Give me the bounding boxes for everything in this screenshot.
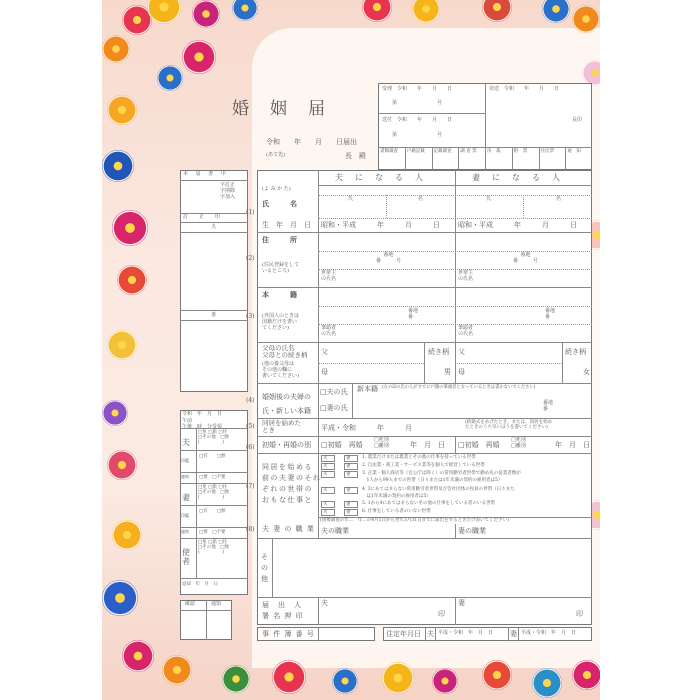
honseki-note: (外国人のときは 国籍だけを書い てください) — [262, 313, 299, 331]
wife-householder: 世帯主 の氏名 — [458, 270, 474, 282]
office-check-cell: 書類調査 — [380, 149, 398, 154]
forward-number: 第 号 — [392, 132, 443, 138]
office-check-cell: 記載調査 — [433, 149, 452, 154]
work-item: 3. 企業・個人商店等（官公庁は除く）の常用勤労者世帯で勤め先の従業者数が 1人から99人までの世帯（日々または1年未満の契約の雇用者は5） — [362, 471, 521, 483]
flower-decoration — [482, 660, 512, 690]
husband-work-box[interactable]: 夫 — [321, 487, 335, 494]
new-honseki-note: (左の☑の氏の人がすでに戸籍の筆頭者となっているときは書かないでください) — [382, 385, 536, 390]
reception-id-options[interactable]: □免 □旅 □住 □その他 □無 ( ) — [198, 430, 230, 446]
form-title: 婚 姻 届 — [232, 99, 327, 119]
header-wife: 妻 に な る 人 — [472, 173, 562, 182]
husband-address-banchi: 番地 番 号 — [376, 252, 402, 264]
birth-label: 生 年 月 日 — [262, 221, 311, 229]
cohabit-note: (結婚式をあげたとき、または、同居を始め たときのうち早いほうを書いてください) — [465, 420, 553, 431]
office-check-cell: 決 裁 — [487, 149, 501, 154]
confirm-label: 確認 — [185, 601, 196, 607]
case-number-label: 事 件 簿 番 号 — [262, 630, 315, 638]
flower-decoration — [532, 668, 562, 698]
flower-decoration — [182, 40, 216, 74]
dispatch-date: 発送 令和 年 月 日 — [489, 86, 560, 92]
flower-decoration — [102, 150, 134, 182]
cohabit-label: 同居を始めた とき — [262, 419, 301, 435]
flower-decoration — [162, 655, 192, 685]
section-number: (4) — [246, 397, 255, 404]
husband-given-label: 名 — [418, 196, 424, 202]
other-label: そ の 他 — [261, 553, 268, 584]
chief-seal: 長印 — [572, 117, 583, 123]
flower-decoration — [222, 665, 250, 693]
residence-husband-label: 夫 — [427, 630, 434, 638]
flower-decoration — [432, 668, 458, 694]
sign-wife-label: 妻 — [458, 599, 465, 607]
flower-decoration — [102, 400, 128, 426]
wife-birth[interactable]: 昭和・平成 年 月 日 — [458, 221, 577, 229]
husband-seal: 印 — [438, 610, 445, 618]
wife-marriage-sub[interactable]: □死別 □離別 — [511, 437, 526, 449]
flower-decoration — [107, 450, 137, 480]
husband-mother: 母 — [321, 368, 328, 376]
flower-decoration — [232, 0, 258, 21]
name-label: 氏 名 — [262, 199, 297, 208]
flower-decoration — [147, 0, 181, 24]
wife-work-box[interactable]: 妻 — [344, 463, 358, 470]
section-number: (2) — [246, 255, 255, 262]
reception-id-options[interactable]: □免 □旅 □住 □その他 □無 ( ) — [198, 540, 230, 556]
addressee-note: (あて先) — [266, 152, 285, 158]
flower-decoration — [362, 0, 392, 22]
wife-work-box[interactable]: 妻 — [344, 501, 358, 508]
office-check-cell: 調 査 票 — [460, 149, 477, 154]
husband-householder: 世帯主 の氏名 — [321, 270, 337, 282]
reception-date: 令和 年 月 日 — [182, 411, 223, 417]
husband-marriage-sub[interactable]: □死別 □離別 — [374, 437, 389, 449]
return-date: 返却 年 月 日 — [182, 582, 218, 587]
flower-decoration — [572, 5, 600, 33]
contact-label: 連絡 — [181, 474, 189, 479]
section-number: (1) — [246, 209, 255, 216]
receipt-date: 受理 令和 年 月 日 — [382, 86, 453, 92]
office-check-cell: 住民票 — [540, 149, 554, 154]
reception-person-label: 妻 — [182, 493, 190, 502]
receipt-number: 第 号 — [392, 100, 443, 106]
flower-decoration — [382, 662, 414, 694]
new-honseki-banchi: 番地 番 — [543, 400, 554, 412]
reception-id-options[interactable]: □免 □旅 □住 □その他 □無 ( ) — [198, 485, 230, 501]
husband-work-box[interactable]: 夫 — [321, 501, 335, 508]
wife-father: 父 — [458, 348, 465, 356]
flower-decoration — [117, 265, 147, 295]
yomi-label: (よ み か た) — [262, 186, 291, 192]
husband-occupation[interactable]: 夫の職業 — [321, 527, 349, 535]
husband-relation-male: 男 — [444, 368, 451, 376]
husband-surname-label: 氏 — [348, 196, 354, 202]
wife-seal: 印 — [576, 610, 583, 618]
seal-label: 印鑑 — [181, 458, 189, 463]
work-item: 1. 農業だけまたは農業とその他の仕事を持っている世帯 — [362, 455, 476, 460]
correction-husband: 夫 — [211, 224, 217, 230]
seal-options[interactable]: □有 □無 — [199, 509, 226, 514]
correction-header: 本 届 書 中 — [183, 171, 229, 177]
parents-label: 父母の氏名 父母との続き柄 — [262, 344, 308, 360]
seal-options[interactable]: □有 □無 — [199, 454, 226, 459]
notify-label: 通知 — [211, 601, 222, 607]
flower-decoration — [102, 35, 130, 63]
flower-decoration — [112, 210, 148, 246]
flower-decoration — [107, 95, 137, 125]
flower-decoration — [102, 580, 138, 616]
wife-address-banchi: 番地 番 号 — [513, 252, 539, 264]
address-note: (住民登録をして いるところ) — [262, 262, 299, 274]
flower-decoration — [112, 520, 142, 550]
surname-after-label: 婚姻後の夫婦の 氏・新しい本籍 — [262, 393, 311, 415]
occupation-label: 夫 妻 の 職 業 — [262, 525, 315, 533]
office-check-cell: 通 知 — [567, 149, 581, 154]
work-item: 2. 自由業・商工業・サービス業等を個人で経営している世帯 — [362, 463, 485, 468]
flower-decoration — [272, 660, 306, 694]
correction-seal-label: 訂 正 印 — [183, 214, 224, 220]
honseki-label: 本 籍 — [262, 290, 297, 299]
husband-honseki-banchi: 番地 番 — [408, 308, 419, 320]
husband-work-box[interactable]: 夫 — [321, 509, 335, 516]
section-number: (6) — [246, 444, 255, 451]
header-husband: 夫 に な る 人 — [335, 173, 425, 182]
flower-decoration — [542, 0, 570, 23]
residence-date-label: 住定年月日 — [386, 630, 421, 638]
contact-label: 連絡 — [181, 529, 189, 534]
wife-marriage-date: 年 月 日 — [555, 441, 590, 449]
correction-types: 字訂正 字削除 字加入 — [220, 182, 236, 200]
forward-date: 送付 令和 年 月 日 — [382, 117, 453, 123]
wife-relation-female: 女 — [583, 368, 590, 376]
seal-label: 印鑑 — [181, 513, 189, 518]
flower-decoration — [122, 640, 154, 672]
flower-decoration — [107, 330, 137, 360]
signer-label: 届 出 人 署 名 押 印 — [262, 601, 304, 620]
sign-husband-label: 夫 — [321, 599, 328, 607]
wife-relation-label: 続き柄 — [565, 348, 586, 356]
parents-note: (他の養父母は その他の欄に 書いてください) — [262, 361, 299, 379]
flower-decoration — [157, 65, 183, 91]
wife-mother: 母 — [458, 368, 465, 376]
filing-date: 令和 年 月 日届出 — [266, 138, 357, 146]
husband-work-box[interactable]: 夫 — [321, 463, 335, 470]
work-item: 5. 1から4にあてはまらないその他の仕事をしている者のいる世帯 — [362, 501, 495, 506]
flower-decoration — [412, 0, 440, 23]
wife-marriage-type[interactable]: □初婚 再婚 — [458, 441, 500, 449]
wife-honseki-banchi: 番地 番 — [545, 308, 556, 320]
wife-work-box[interactable]: 妻 — [344, 455, 358, 462]
correction-box — [180, 170, 248, 392]
residence-husband-date: 平成・令和 年 月 日 — [438, 630, 494, 636]
husband-head: 筆頭者 の氏名 — [321, 325, 337, 337]
option-husband-surname[interactable]: □夫の氏 — [320, 388, 348, 396]
wife-work-box[interactable]: 妻 — [344, 487, 358, 494]
residence-wife-label: 妻 — [510, 630, 517, 638]
flower-decoration — [192, 0, 220, 28]
wife-work-box[interactable]: 妻 — [344, 509, 358, 516]
correction-wife: 妻 — [211, 312, 217, 318]
residence-wife-date: 平成・令和 年 月 日 — [521, 630, 577, 636]
flower-decoration — [332, 668, 358, 694]
reception-person-label: 夫 — [182, 438, 190, 447]
office-check-cell: 戸籍記載 — [406, 149, 425, 154]
husband-marriage-date: 年 月 日 — [410, 441, 445, 449]
husband-work-box[interactable]: 夫 — [321, 455, 335, 462]
wife-given-label: 名 — [556, 196, 562, 202]
wife-work-box[interactable]: 妻 — [344, 471, 358, 478]
section-number: (7) — [246, 483, 255, 490]
address-label: 住 所 — [262, 235, 297, 244]
new-honseki-label: 新本籍 — [357, 385, 378, 393]
cohabit-date[interactable]: 平成・令和 年 月 — [321, 424, 412, 432]
wife-head: 筆頭者 の氏名 — [458, 325, 474, 337]
husband-marriage-type[interactable]: □初婚 再婚 — [321, 441, 363, 449]
section-number: (8) — [246, 526, 255, 533]
office-check-cell: 附 票 — [513, 149, 528, 154]
work-item: 4. 3にあてはまらない常用勤労者世帯及び会社団体の役員の世帯（日々また は1年未満の契約の雇用者は5） — [362, 487, 515, 499]
occupation-note: (国勢調査の年… 年…の4月1日から翌年3月31日までに届出をするときだけ書いてください) — [320, 518, 509, 523]
addressee-chief: 長 殿 — [345, 152, 366, 160]
contact-options[interactable]: □要 □不要 — [199, 475, 226, 480]
marriage-type-label: 初婚・再婚の別 — [262, 441, 311, 449]
reception-time: 午前 午後 時 分受領 — [182, 418, 223, 430]
contact-options[interactable]: □要 □不要 — [199, 530, 226, 535]
wife-occupation[interactable]: 妻の職業 — [458, 527, 486, 535]
option-wife-surname[interactable]: □妻の氏 — [320, 404, 348, 412]
work-item: 6. 仕事をしている者のいない世帯 — [362, 509, 431, 514]
husband-relation-label: 続き柄 — [428, 348, 449, 356]
reception-person-label: 使者 — [182, 548, 190, 567]
flower-decoration — [572, 660, 600, 690]
husband-work-box[interactable]: 夫 — [321, 471, 335, 478]
wife-surname-label: 氏 — [486, 196, 492, 202]
flower-decoration — [482, 0, 512, 22]
section-number: (3) — [246, 313, 255, 320]
work-label: 同居を始める 前の夫妻のそれ ぞれの世帯の おもな仕事と — [262, 463, 322, 504]
husband-birth[interactable]: 昭和・平成 年 月 日 — [321, 221, 440, 229]
section-number: (5) — [246, 423, 255, 430]
husband-father: 父 — [321, 348, 328, 356]
